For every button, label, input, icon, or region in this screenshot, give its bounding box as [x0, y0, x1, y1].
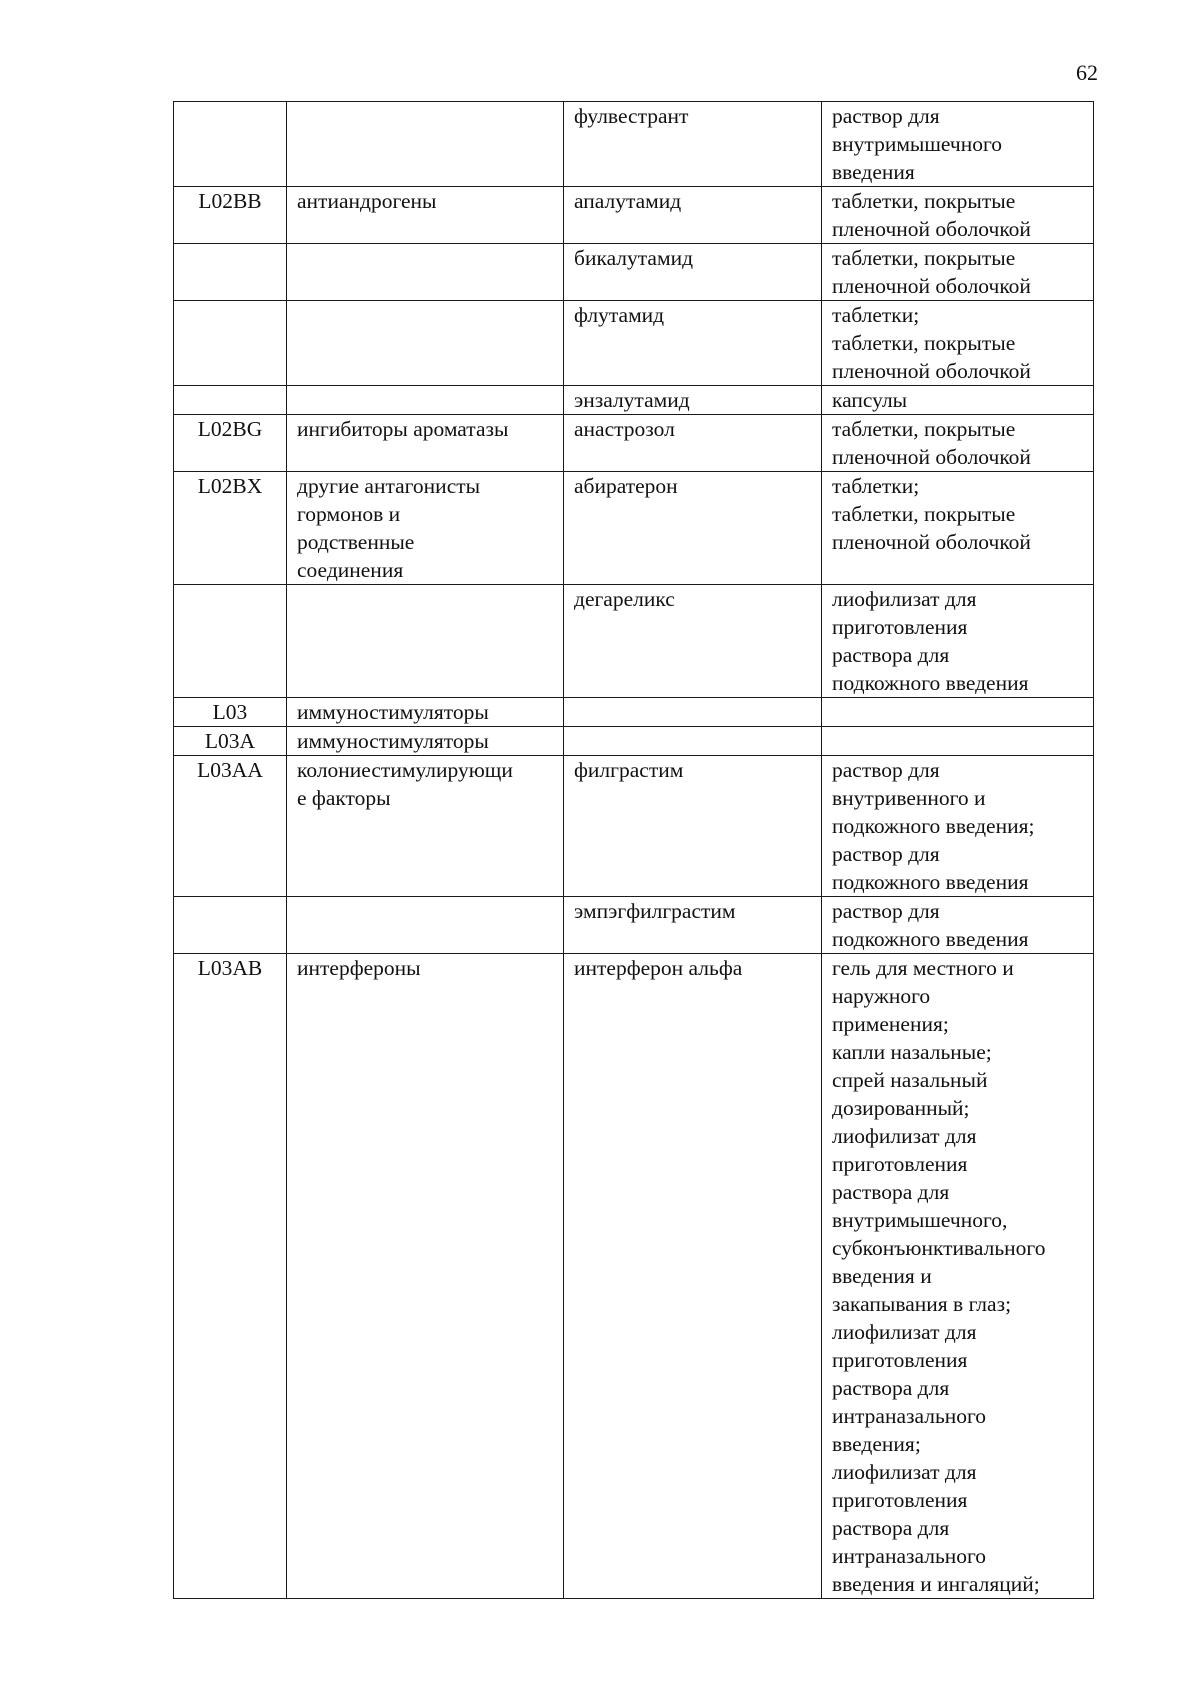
- substance-cell: интерферон альфа: [564, 954, 822, 1599]
- group-cell: иммуностимуляторы: [287, 727, 564, 756]
- group-cell: [287, 585, 564, 698]
- drug-classification-table: [173, 101, 1094, 1599]
- substance-cell: фулвестрант: [564, 102, 822, 187]
- atc-code-cell: L03A: [174, 727, 287, 756]
- substance-cell: дегареликс: [564, 585, 822, 698]
- table-row: [174, 386, 1094, 415]
- table-row: [174, 187, 1094, 244]
- group-cell: другие антагонисты гормонов и родственные соединения: [287, 472, 564, 585]
- atc-code-cell: L03AB: [174, 954, 287, 1599]
- group-cell: колониестимулирующи е факторы: [287, 756, 564, 897]
- substance-cell: абиратерон: [564, 472, 822, 585]
- substance-cell: флутамид: [564, 301, 822, 386]
- group-cell: иммуностимуляторы: [287, 698, 564, 727]
- dosage-form-cell: гель для местного и наружного применения; капли назальные; спрей назальный дозированный; лиофилизат для приготовления раствора для внутримышечного, субконъюнктивального введения и закапывания в глаз; лиофилизат для приготовления раствора для интраназального введения; лиофилизат для приготовления раствора для интраназального введения и ингаляций;: [822, 954, 1094, 1599]
- group-cell: [287, 386, 564, 415]
- atc-code-cell: [174, 244, 287, 301]
- dosage-form-cell: [822, 698, 1094, 727]
- atc-code-cell: [174, 897, 287, 954]
- atc-code-cell: [174, 301, 287, 386]
- group-cell: [287, 244, 564, 301]
- substance-cell: эмпэгфилграстим: [564, 897, 822, 954]
- group-cell: [287, 102, 564, 187]
- table-row: [174, 727, 1094, 756]
- dosage-form-cell: таблетки, покрытые пленочной оболочкой: [822, 415, 1094, 472]
- table-row: [174, 102, 1094, 187]
- dosage-form-cell: раствор для внутримышечного введения: [822, 102, 1094, 187]
- table-row: [174, 585, 1094, 698]
- substance-cell: [564, 727, 822, 756]
- table-row: [174, 954, 1094, 1599]
- table-row: [174, 244, 1094, 301]
- dosage-form-cell: раствор для внутривенного и подкожного введения; раствор для подкожного введения: [822, 756, 1094, 897]
- dosage-form-cell: лиофилизат для приготовления раствора для подкожного введения: [822, 585, 1094, 698]
- table-row: [174, 897, 1094, 954]
- dosage-form-cell: таблетки; таблетки, покрытые пленочной оболочкой: [822, 301, 1094, 386]
- group-cell: ингибиторы ароматазы: [287, 415, 564, 472]
- atc-code-cell: L02BB: [174, 187, 287, 244]
- dosage-form-cell: таблетки; таблетки, покрытые пленочной оболочкой: [822, 472, 1094, 585]
- substance-cell: апалутамид: [564, 187, 822, 244]
- dosage-form-cell: раствор для подкожного введения: [822, 897, 1094, 954]
- group-cell: антиандрогены: [287, 187, 564, 244]
- dosage-form-cell: капсулы: [822, 386, 1094, 415]
- atc-code-cell: [174, 585, 287, 698]
- atc-code-cell: L02BG: [174, 415, 287, 472]
- atc-code-cell: [174, 102, 287, 187]
- dosage-form-cell: [822, 727, 1094, 756]
- group-cell: [287, 301, 564, 386]
- table-row: [174, 756, 1094, 897]
- dosage-form-cell: таблетки, покрытые пленочной оболочкой: [822, 244, 1094, 301]
- table-row: [174, 415, 1094, 472]
- table-row: [174, 698, 1094, 727]
- page-number: 62: [1076, 60, 1098, 85]
- atc-code-cell: [174, 386, 287, 415]
- substance-cell: анастрозол: [564, 415, 822, 472]
- group-cell: [287, 897, 564, 954]
- atc-code-cell: L03: [174, 698, 287, 727]
- table-row: [174, 472, 1094, 585]
- dosage-form-cell: таблетки, покрытые пленочной оболочкой: [822, 187, 1094, 244]
- substance-cell: [564, 698, 822, 727]
- atc-code-cell: L03AA: [174, 756, 287, 897]
- substance-cell: бикалутамид: [564, 244, 822, 301]
- group-cell: интерфероны: [287, 954, 564, 1599]
- atc-code-cell: L02BX: [174, 472, 287, 585]
- substance-cell: энзалутамид: [564, 386, 822, 415]
- table-row: [174, 301, 1094, 386]
- substance-cell: филграстим: [564, 756, 822, 897]
